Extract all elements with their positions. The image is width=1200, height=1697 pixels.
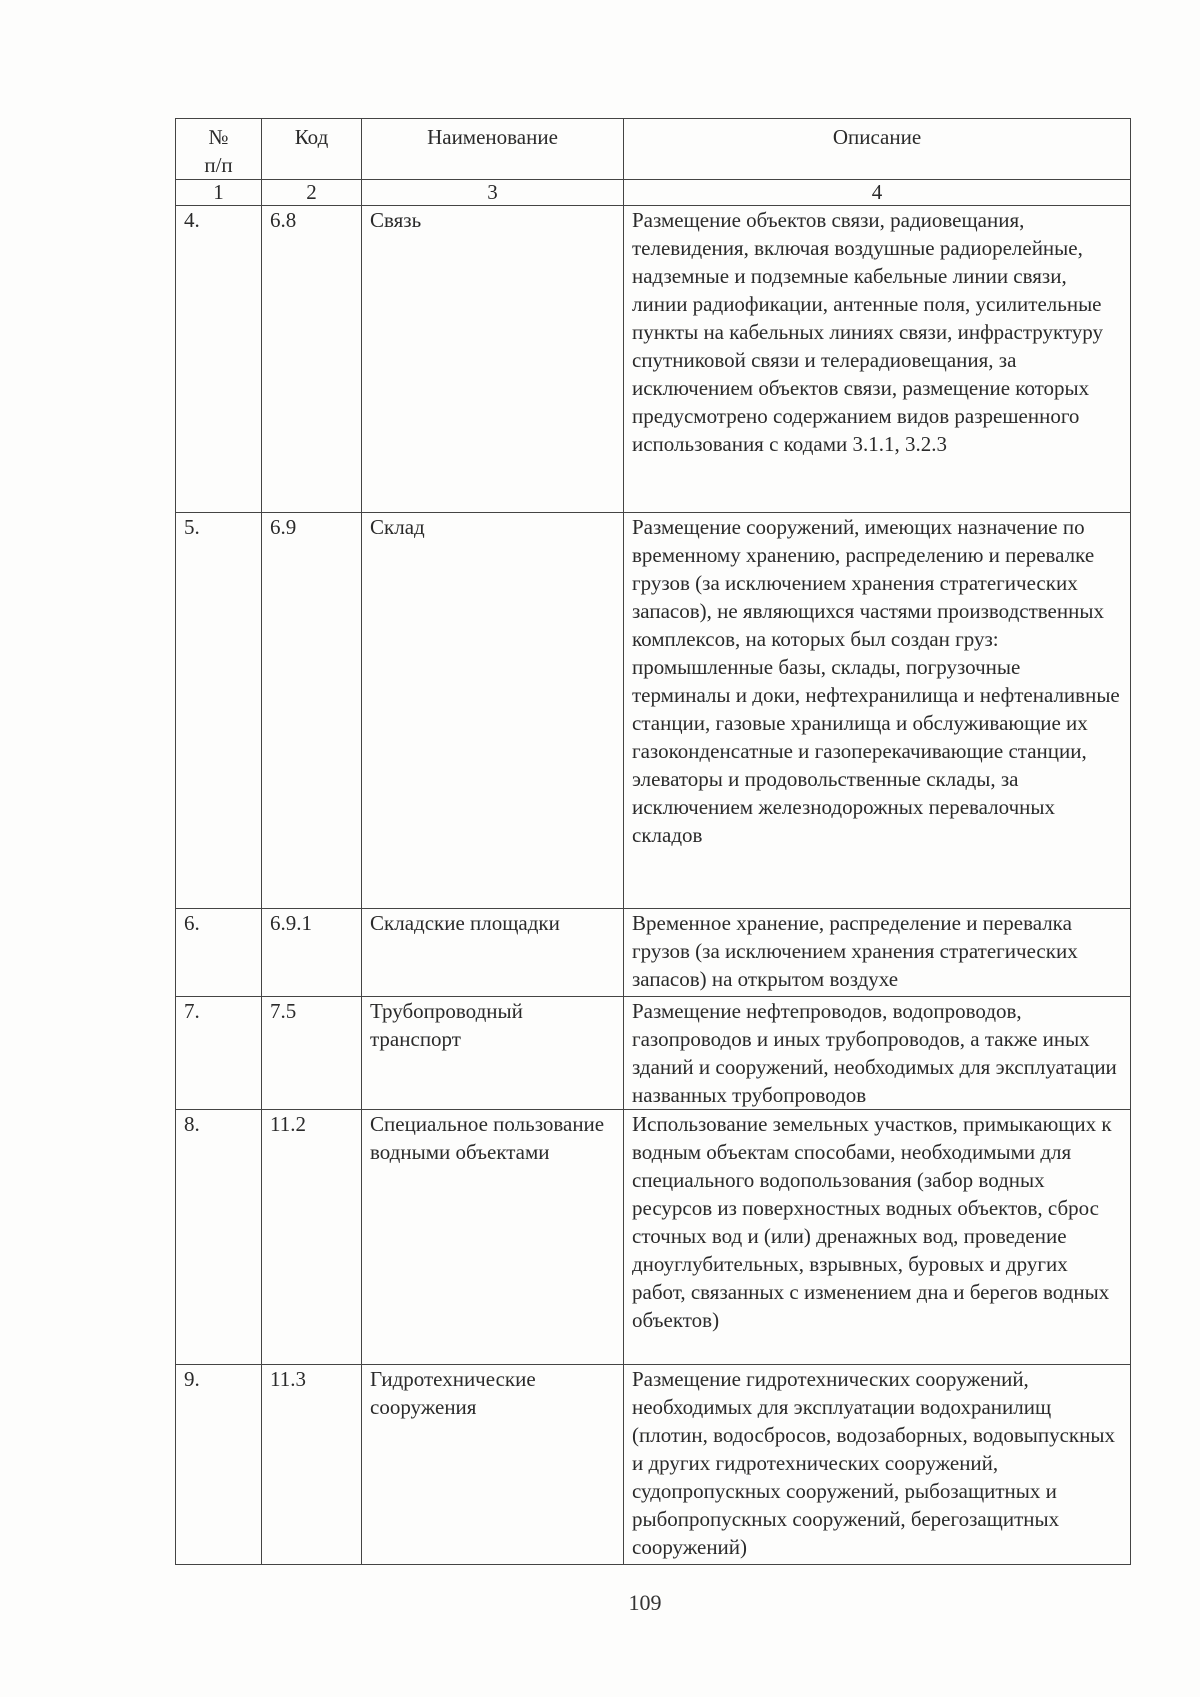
- row-name: Склад: [362, 513, 624, 909]
- row-number: 8.: [176, 1110, 262, 1365]
- row-description: Размещение объектов связи, радиовещания, телевидения, включая воздушные радиорелейные, надземные и подземные кабельные линии связи, линии радиофикации, антенные поля, усилительные пункты на кабельных линиях связи, инфраструктуру спутниковой связи и телерадиовещания, за исключением объектов связи, размещение которых предусмотрено содержанием видов разрешенного использования с кодами 3.1.1, 3.2.3: [624, 206, 1131, 513]
- table-header-row: [176, 119, 1131, 180]
- header-num-line2: п/п: [204, 153, 233, 177]
- row-name: Специальное пользование водными объектами: [362, 1110, 624, 1365]
- row-code: 11.3: [262, 1365, 362, 1565]
- row-description: Временное хранение, распределение и перевалка грузов (за исключением хранения стратегических запасов) на открытом воздухе: [624, 909, 1131, 997]
- page-number: 109: [628, 1590, 662, 1615]
- header-name: Наименование: [362, 119, 624, 180]
- column-number: 4: [624, 180, 1131, 206]
- row-number: 9.: [176, 1365, 262, 1565]
- header-code: Код: [262, 119, 362, 180]
- row-name: Связь: [362, 206, 624, 513]
- header-num-line1: №: [208, 125, 229, 149]
- row-code: 6.9: [262, 513, 362, 909]
- row-description: Размещение гидротехнических сооружений, необходимых для эксплуатации водохранилищ (плотин, водосбросов, водозаборных, водовыпускных и других гидротехнических сооружений, судопропускных сооружений, рыбозащитных и рыбопропускных сооружений, берегозащитных сооружений): [624, 1365, 1131, 1565]
- row-code: 7.5: [262, 997, 362, 1110]
- row-number: 7.: [176, 997, 262, 1110]
- row-name: Складские площадки: [362, 909, 624, 997]
- row-number: 5.: [176, 513, 262, 909]
- table-row: [176, 909, 1131, 997]
- row-code: 6.8: [262, 206, 362, 513]
- column-number: 1: [176, 180, 262, 206]
- row-description: Использование земельных участков, примыкающих к водным объектам способами, необходимыми для специального водопользования (забор водных ресурсов из поверхностных водных объектов, сброс сточных вод и (или) дренажных вод, проведение дноуглубительных, взрывных, буровых и других работ, связанных с изменением дна и берегов водных объектов): [624, 1110, 1131, 1365]
- table-row: [176, 1365, 1131, 1565]
- column-number: 2: [262, 180, 362, 206]
- row-description: Размещение сооружений, имеющих назначение по временному хранению, распределению и перевалке грузов (за исключением хранения стратегических запасов), не являющихся частями производственных комплексов, на которых был создан груз: промышленные базы, склады, погрузочные терминалы и доки, нефтехранилища и нефтеналивные станции, газовые хранилища и обслуживающие их газоконденсатные и газоперекачивающие станции, элеваторы и продовольственные склады, за исключением железнодорожных перевалочных складов: [624, 513, 1131, 909]
- header-description: Описание: [624, 119, 1131, 180]
- row-description: Размещение нефтепроводов, водопроводов, газопроводов и иных трубопроводов, а также иных зданий и сооружений, необходимых для эксплуатации названных трубопроводов: [624, 997, 1131, 1110]
- row-code: 11.2: [262, 1110, 362, 1365]
- column-number: 3: [362, 180, 624, 206]
- table-row: [176, 1110, 1131, 1365]
- row-name: Гидротехнические сооружения: [362, 1365, 624, 1565]
- table-row: [176, 997, 1131, 1110]
- table-row: [176, 206, 1131, 513]
- table-row: [176, 513, 1131, 909]
- row-name: Трубопроводный транспорт: [362, 997, 624, 1110]
- header-num: [176, 119, 262, 180]
- row-number: 4.: [176, 206, 262, 513]
- row-number: 6.: [176, 909, 262, 997]
- column-number-row: [176, 180, 1131, 206]
- row-code: 6.9.1: [262, 909, 362, 997]
- land-use-table: [175, 118, 1131, 1565]
